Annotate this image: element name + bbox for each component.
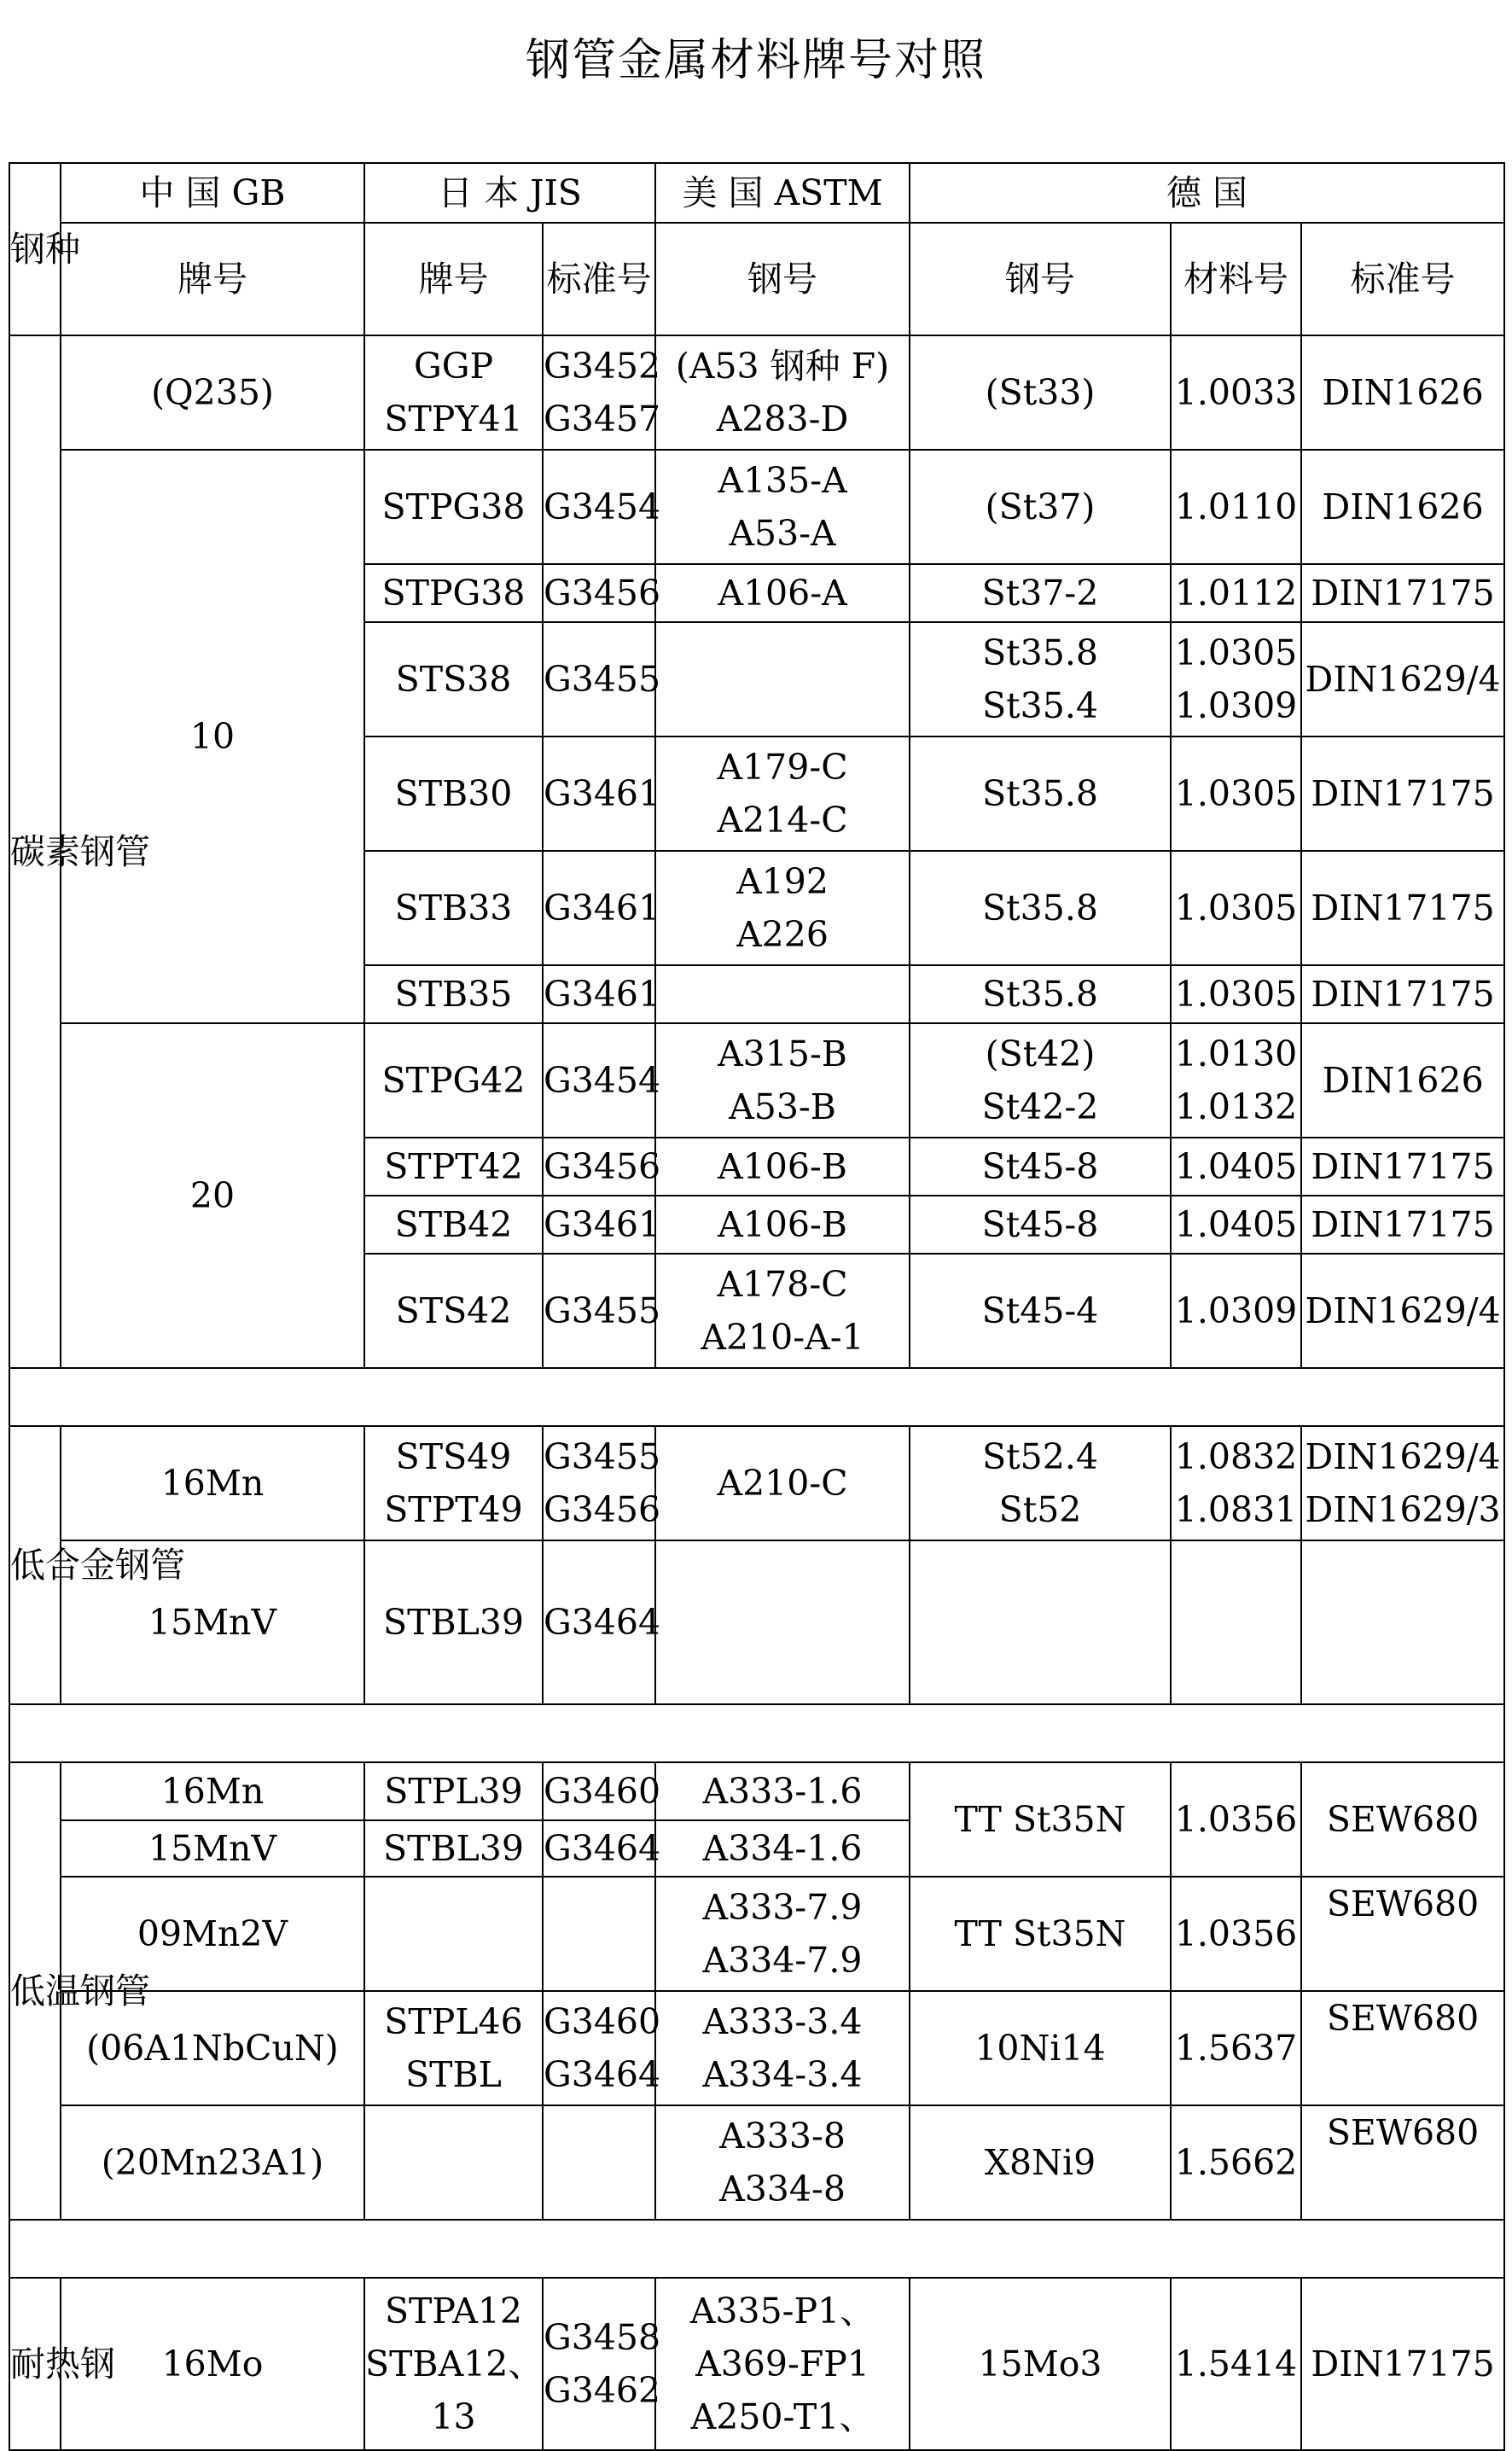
de-grade: St45-4 <box>910 1254 1171 1368</box>
de-standard: DIN17175 <box>1301 2278 1504 2450</box>
jp-standard: G3464 <box>543 1540 655 1704</box>
cn-grade: 15MnV <box>61 1540 364 1704</box>
de-material: 1.0305 1.0309 <box>1171 622 1301 736</box>
de-standard: DIN17175 <box>1301 965 1504 1023</box>
header-us-grade: 钢号 <box>655 223 910 335</box>
jp-standard: G3460 <box>543 1762 655 1820</box>
de-standard: SEW680 <box>1301 2105 1504 2220</box>
jp-grade: GGP STPY41 <box>364 335 543 450</box>
header-cn-grade: 牌号 <box>61 223 364 335</box>
us-grade: A333-1.6 <box>655 1762 910 1820</box>
de-grade: St35.8 <box>910 965 1171 1023</box>
us-grade: A106-B <box>655 1138 910 1196</box>
de-standard: DIN17175 <box>1301 1196 1504 1254</box>
jp-grade: STS49 STPT49 <box>364 1426 543 1540</box>
de-material: 1.0405 <box>1171 1196 1301 1254</box>
us-grade: A210-C <box>655 1426 910 1540</box>
de-standard: DIN1626 <box>1301 335 1504 450</box>
de-standard: DIN1626 <box>1301 1023 1504 1138</box>
de-standard: DIN17175 <box>1301 851 1504 965</box>
de-material: 1.5637 <box>1171 1991 1301 2105</box>
jp-standard: G3461 <box>543 1196 655 1254</box>
table-row <box>9 335 1504 450</box>
us-grade: A179-C A214-C <box>655 736 910 851</box>
de-standard <box>1301 1540 1504 1704</box>
us-grade: A178-C A210-A-1 <box>655 1254 910 1368</box>
jp-grade: STPL46 STBL <box>364 1991 543 2105</box>
jp-grade: STB35 <box>364 965 543 1023</box>
de-material: 1.0305 <box>1171 851 1301 965</box>
de-standard: SEW680 <box>1301 1991 1504 2105</box>
cn-grade-20: 20 <box>61 1023 364 1368</box>
de-grade: St35.8 St35.4 <box>910 622 1171 736</box>
de-grade: TT St35N <box>910 1762 1171 1877</box>
us-grade: A106-B <box>655 1196 910 1254</box>
header-de-standard: 标准号 <box>1301 223 1504 335</box>
jp-standard: G3454 <box>543 450 655 564</box>
de-material: 1.0112 <box>1171 564 1301 622</box>
header-usa-astm: 美 国 ASTM <box>655 163 910 223</box>
de-standard: DIN1626 <box>1301 450 1504 564</box>
de-standard: DIN1629/4 <box>1301 1254 1504 1368</box>
cn-grade: 09Mn2V <box>61 1877 364 1991</box>
us-grade: A315-B A53-B <box>655 1023 910 1138</box>
de-grade: 15Mo3 <box>910 2278 1171 2450</box>
jp-grade: STS38 <box>364 622 543 736</box>
de-grade: St35.8 <box>910 736 1171 851</box>
de-grade: (St37) <box>910 450 1171 564</box>
cn-grade: 15MnV <box>61 1820 364 1877</box>
jp-standard: G3464 <box>543 1820 655 1877</box>
steel-pipe-grade-table <box>9 162 1505 2451</box>
jp-standard: G3458 G3462 <box>543 2278 655 2450</box>
de-grade: St35.8 <box>910 851 1171 965</box>
de-grade: St37-2 <box>910 564 1171 622</box>
category-heat-resistant: 耐热钢 <box>9 2278 61 2450</box>
table-row <box>9 1991 1504 2105</box>
header-steel-type: 钢种 <box>9 163 61 335</box>
table-row <box>9 1540 1504 1704</box>
jp-grade: STPG38 <box>364 564 543 622</box>
jp-standard: G3461 <box>543 851 655 965</box>
us-grade <box>655 622 910 736</box>
header-germany: 德 国 <box>910 163 1504 223</box>
jp-grade <box>364 2105 543 2220</box>
jp-standard <box>543 2105 655 2220</box>
table-row <box>9 2278 1504 2450</box>
jp-grade: STB30 <box>364 736 543 851</box>
header-jp-standard: 标准号 <box>543 223 655 335</box>
us-grade <box>655 1540 910 1704</box>
category-carbon-steel: 碳素钢管 <box>9 335 61 1368</box>
header-de-grade: 钢号 <box>910 223 1171 335</box>
jp-standard: G3461 <box>543 736 655 851</box>
category-low-alloy: 低合金钢管 <box>9 1426 61 1704</box>
de-material: 1.0305 <box>1171 736 1301 851</box>
de-grade: St45-8 <box>910 1196 1171 1254</box>
de-grade: TT St35N <box>910 1877 1171 1991</box>
jp-standard: G3455 G3456 <box>543 1426 655 1540</box>
de-material: 1.0356 <box>1171 1877 1301 1991</box>
page-title: 钢管金属材料牌号对照 <box>525 35 986 86</box>
table-row <box>9 2105 1504 2220</box>
jp-grade: STPG38 <box>364 450 543 564</box>
header-japan-jis: 日 本 JIS <box>364 163 655 223</box>
de-material: 1.0305 <box>1171 965 1301 1023</box>
header-jp-grade: 牌号 <box>364 223 543 335</box>
de-grade: St52.4 St52 <box>910 1426 1171 1540</box>
jp-grade: STPL39 <box>364 1762 543 1820</box>
category-low-temperature: 低温钢管 <box>9 1762 61 2220</box>
jp-standard: G3460 G3464 <box>543 1991 655 2105</box>
jp-standard: G3454 <box>543 1023 655 1138</box>
header-de-material: 材料号 <box>1171 223 1301 335</box>
de-material <box>1171 1540 1301 1704</box>
de-material: 1.5414 <box>1171 2278 1301 2450</box>
jp-grade <box>364 1877 543 1991</box>
cn-grade: 16Mn <box>61 1762 364 1820</box>
de-standard: DIN17175 <box>1301 736 1504 851</box>
jp-standard: G3461 <box>543 965 655 1023</box>
us-grade: A333-3.4 A334-3.4 <box>655 1991 910 2105</box>
us-grade: A333-7.9 A334-7.9 <box>655 1877 910 1991</box>
cn-grade-10: 10 <box>61 450 364 1023</box>
jp-standard: G3455 <box>543 622 655 736</box>
de-material: 1.0309 <box>1171 1254 1301 1368</box>
spacer-row <box>9 1704 1504 1762</box>
cn-grade: (06A1NbCuN) <box>61 1991 364 2105</box>
us-grade: (A53 钢种 F) A283-D <box>655 335 910 450</box>
de-material: 1.0033 <box>1171 335 1301 450</box>
de-material: 1.0405 <box>1171 1138 1301 1196</box>
cn-grade: (20Mn23A1) <box>61 2105 364 2220</box>
jp-standard <box>543 1877 655 1991</box>
us-grade: A335-P1、 A369-FP1 A250-T1、 <box>655 2278 910 2450</box>
de-material: 1.0110 <box>1171 450 1301 564</box>
jp-standard: G3455 <box>543 1254 655 1368</box>
de-material: 1.0832 1.0831 <box>1171 1426 1301 1540</box>
us-grade: A106-A <box>655 564 910 622</box>
de-grade: X8Ni9 <box>910 2105 1171 2220</box>
de-standard: DIN17175 <box>1301 564 1504 622</box>
jp-standard: G3456 <box>543 564 655 622</box>
de-standard: DIN1629/4 <box>1301 622 1504 736</box>
table-row <box>9 1023 1504 1138</box>
de-standard: SEW680 <box>1301 1877 1504 1991</box>
jp-grade: STBL39 <box>364 1820 543 1877</box>
cn-grade: 16Mn <box>61 1426 364 1540</box>
de-grade: 10Ni14 <box>910 1991 1171 2105</box>
table-row <box>9 450 1504 564</box>
us-grade: A135-A A53-A <box>655 450 910 564</box>
de-grade: (St33) <box>910 335 1171 450</box>
us-grade: A333-8 A334-8 <box>655 2105 910 2220</box>
cn-grade: 16Mo <box>61 2278 364 2450</box>
table-row <box>9 1877 1504 1991</box>
de-material: 1.0356 <box>1171 1762 1301 1877</box>
jp-grade: STB42 <box>364 1196 543 1254</box>
cn-grade: (Q235) <box>61 335 364 450</box>
jp-grade: STB33 <box>364 851 543 965</box>
spacer-row <box>9 1368 1504 1426</box>
us-grade: A192 A226 <box>655 851 910 965</box>
table-row <box>9 1762 1504 1820</box>
de-grade: St45-8 <box>910 1138 1171 1196</box>
jp-grade: STPG42 <box>364 1023 543 1138</box>
de-grade <box>910 1540 1171 1704</box>
de-grade: (St42) St42-2 <box>910 1023 1171 1138</box>
de-standard: DIN17175 <box>1301 1138 1504 1196</box>
jp-grade: STPA12 STBA12、 13 <box>364 2278 543 2450</box>
de-material: 1.5662 <box>1171 2105 1301 2220</box>
table-row <box>9 1426 1504 1540</box>
de-standard: DIN1629/4 DIN1629/3 <box>1301 1426 1504 1540</box>
us-grade <box>655 965 910 1023</box>
de-material: 1.0130 1.0132 <box>1171 1023 1301 1138</box>
header-china-gb: 中 国 GB <box>61 163 364 223</box>
jp-grade: STBL39 <box>364 1540 543 1704</box>
spacer-row <box>9 2220 1504 2278</box>
jp-standard: G3456 <box>543 1138 655 1196</box>
jp-standard: G3452 G3457 <box>543 335 655 450</box>
de-standard: SEW680 <box>1301 1762 1504 1877</box>
jp-grade: STPT42 <box>364 1138 543 1196</box>
us-grade: A334-1.6 <box>655 1820 910 1877</box>
jp-grade: STS42 <box>364 1254 543 1368</box>
